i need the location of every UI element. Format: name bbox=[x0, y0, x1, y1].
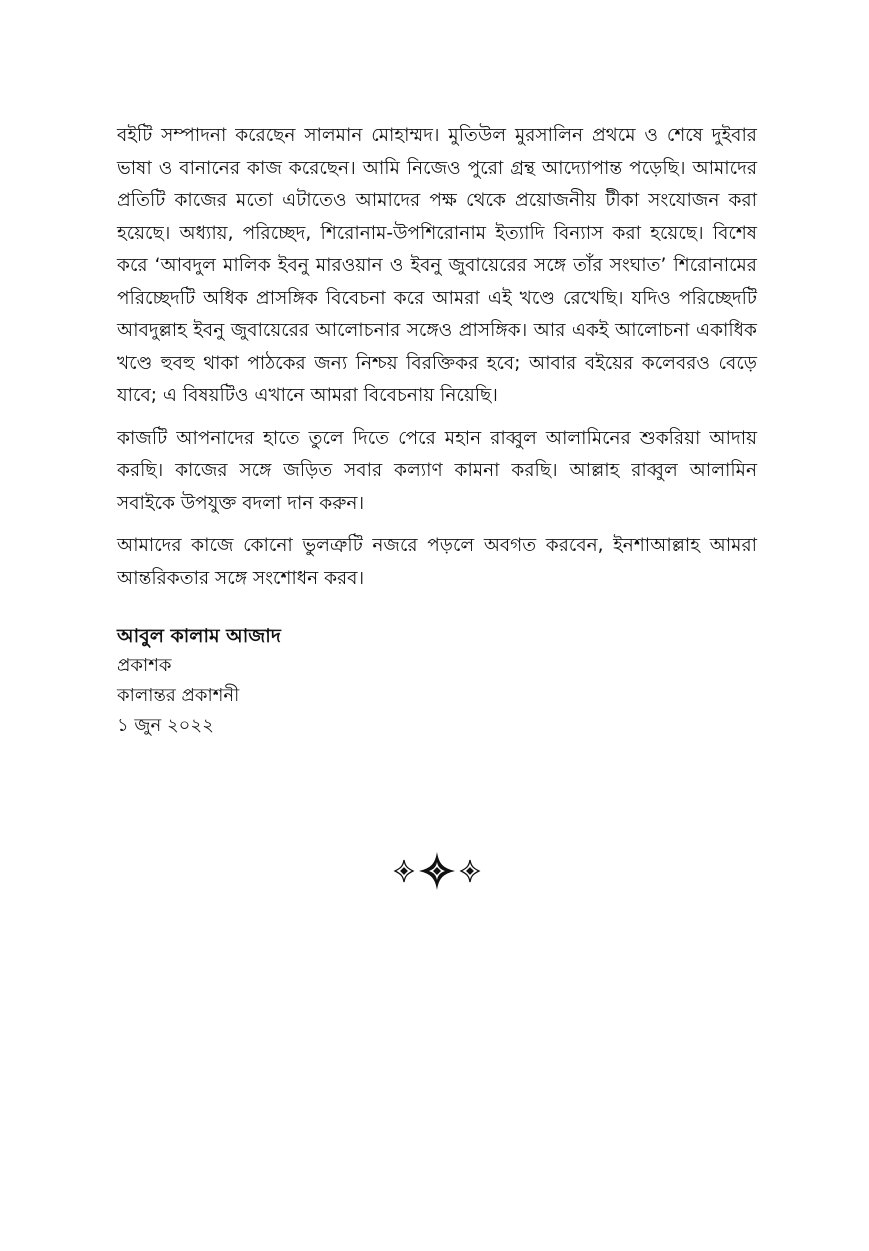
signature-publisher: কালান্তর প্রকাশনী bbox=[117, 685, 240, 706]
small-star-right-icon bbox=[461, 860, 479, 882]
large-star-center-icon bbox=[419, 852, 455, 890]
signature-name: আবুল কালাম আজাদ bbox=[117, 625, 281, 647]
paragraph-editing-notes: বইটি সম্পাদনা করেছেন সালমান মোহাম্মদ। মুতিউল মুরসালিন প্রথমে ও শেষে দুইবার ভাষা ও বানানের কাজ করেছেন। আমি নিজেও পুরো গ্রন্থ আদ্যোপান্ত পড়েছি। আমাদের প্রতিটি কাজের মতো এটাতেও আমাদের পক্ষ থেকে প্রয়োজনীয় টীকা সংযোজন করা হয়েছে। অধ্যায়, পরিচ্ছেদ, শিরোনাম-উপশিরোনাম ইত্যাদি বিন্যাস করা হয়েছে। বিশেষ করে ‘আবদুল মালিক ইবনু মারওয়ান ও ইবনু জুবায়েরের সঙ্গে তাঁর সংঘাত’ শিরোনামের পরিচ্ছেদটি অধিক প্রাসঙ্গিক বিবেচনা করে আমরা এই খণ্ডে রেখেছি। যদিও পরিচ্ছেদটি আবদুল্লাহ ইবনু জুবায়েরের আলোচনার সঙ্গেও প্রাসঙ্গিক। আর একই আলোচনা একাধিক খণ্ডে হুবহু থাকা পাঠকের জন্য নিশ্চয় বিরক্তিকর হবে; আবার বইয়ের কলেবরও বেড়ে যাবে; এ বিষয়টিও এখানে আমরা বিবেচনায় নিয়েছি। bbox=[117, 125, 757, 406]
signature-date: ১ জুন ২০২২ bbox=[117, 715, 214, 736]
small-star-left-icon bbox=[395, 860, 413, 882]
paragraph-corrections: আমাদের কাজে কোনো ভুলত্রুটি নজরে পড়লে অবগত করবেন, ইনশাআল্লাহ আমরা আন্তরিকতার সঙ্গে সংশোধন করব। bbox=[117, 535, 757, 589]
paragraph-gratitude: কাজটি আপনাদের হাতে তুলে দিতে পেরে মহান রাব্বুল আলামিনের শুকরিয়া আদায় করছি। কাজের সঙ্গে জড়িত সবার কল্যাণ কামনা করছি। আল্লাহ রাব্বুল আলামিন সবাইকে উপযুক্ত বদলা দান করুন। bbox=[117, 427, 757, 514]
star-ornament-icon bbox=[387, 846, 487, 896]
signature-role: প্রকাশক bbox=[117, 655, 172, 676]
main-content bbox=[117, 120, 757, 741]
signature-block bbox=[117, 621, 757, 741]
